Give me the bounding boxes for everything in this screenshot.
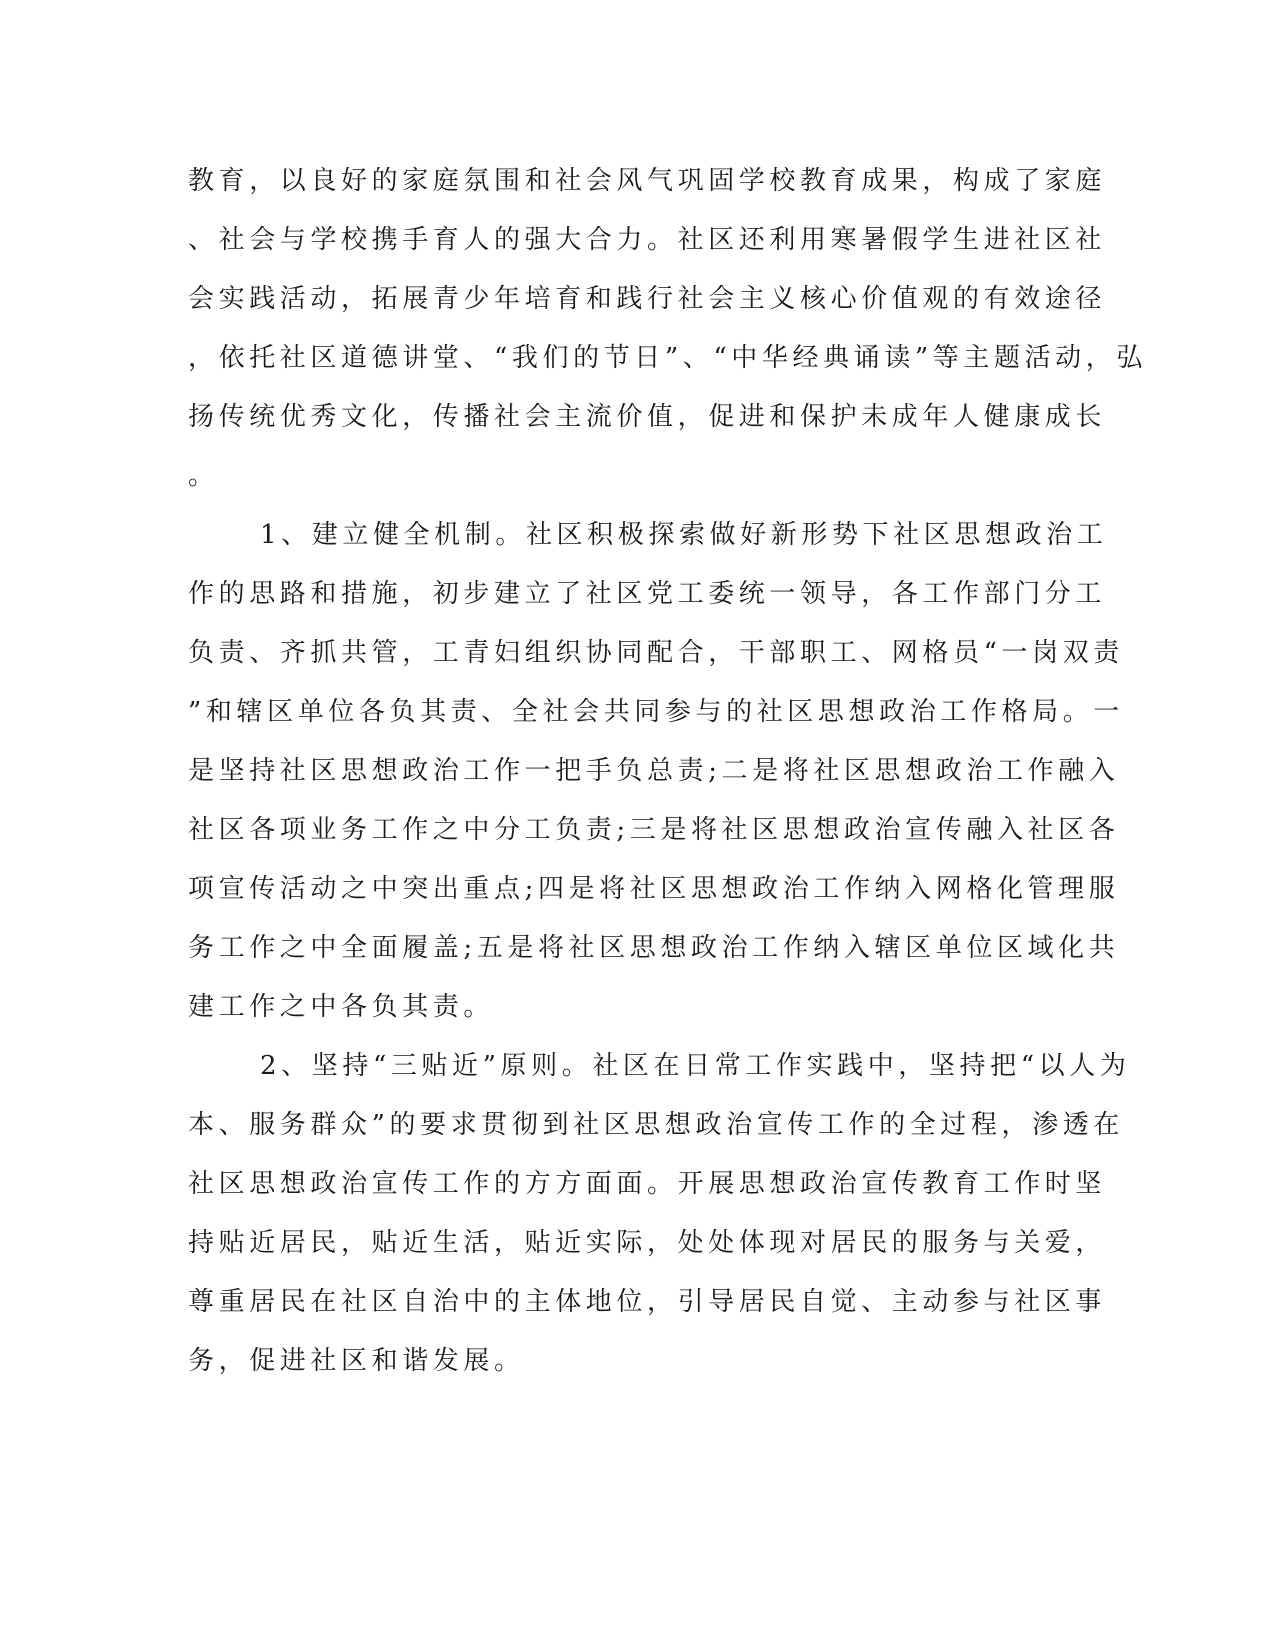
text-line-19: 持贴近居民，贴近生活，贴近实际，处处体现对居民的服务与关爱， bbox=[188, 1228, 1107, 1258]
text-line-8: 作的思路和措施，初步建立了社区党工委统一领导，各工作部门分工 bbox=[188, 579, 1107, 609]
text-line-7: 1、建立健全机制。社区积极探索做好新形势下社区思想政治工 bbox=[260, 520, 1108, 550]
text-line-17: 本、服务群众”的要求贯彻到社区思想政治宣传工作的全过程，渗透在 bbox=[188, 1110, 1124, 1140]
text-line-21: 务，促进社区和谐发展。 bbox=[188, 1346, 525, 1376]
text-line-2: 、社会与学校携手育人的强大合力。社区还利用寒暑假学生进社区社 bbox=[188, 225, 1107, 255]
text-line-3: 会实践活动，拓展青少年培育和践行社会主义核心价值观的有效途径 bbox=[188, 284, 1107, 314]
text-line-5: 扬传统优秀文化，传播社会主流价值，促进和保护未成年人健康成长 bbox=[188, 402, 1107, 432]
text-line-13: 项宣传活动之中突出重点;四是将社区思想政治工作纳入网格化管理服 bbox=[188, 874, 1120, 904]
text-line-9: 负责、齐抓共管，工青妇组织协同配合，干部职工、网格员“一岗双责 bbox=[188, 638, 1124, 668]
text-line-14: 务工作之中全面履盖;五是将社区思想政治工作纳入辖区单位区域化共 bbox=[188, 933, 1120, 963]
text-line-6: 。 bbox=[188, 461, 219, 491]
text-line-1: 教育，以良好的家庭氛围和社会风气巩固学校教育成果，构成了家庭 bbox=[188, 166, 1107, 196]
text-line-12: 社区各项业务工作之中分工负责;三是将社区思想政治宣传融入社区各 bbox=[188, 815, 1120, 845]
text-line-4: ，依托社区道德讲堂、“我们的节日”、“中华经典诵读”等主题活动，弘 bbox=[188, 343, 1147, 373]
text-line-18: 社区思想政治宣传工作的方方面面。开展思想政治宣传教育工作时坚 bbox=[188, 1169, 1107, 1199]
text-line-15: 建工作之中各负其责。 bbox=[188, 992, 495, 1022]
text-line-20: 尊重居民在社区自治中的主体地位，引导居民自觉、主动参与社区事 bbox=[188, 1287, 1107, 1317]
text-line-10: ”和辖区单位各负其责、全社会共同参与的社区思想政治工作格局。一 bbox=[188, 697, 1124, 727]
text-line-11: 是坚持社区思想政治工作一把手负总责;二是将社区思想政治工作融入 bbox=[188, 756, 1120, 786]
text-line-16: 2、坚持“三贴近”原则。社区在日常工作实践中，坚持把“以人为 bbox=[260, 1051, 1131, 1081]
